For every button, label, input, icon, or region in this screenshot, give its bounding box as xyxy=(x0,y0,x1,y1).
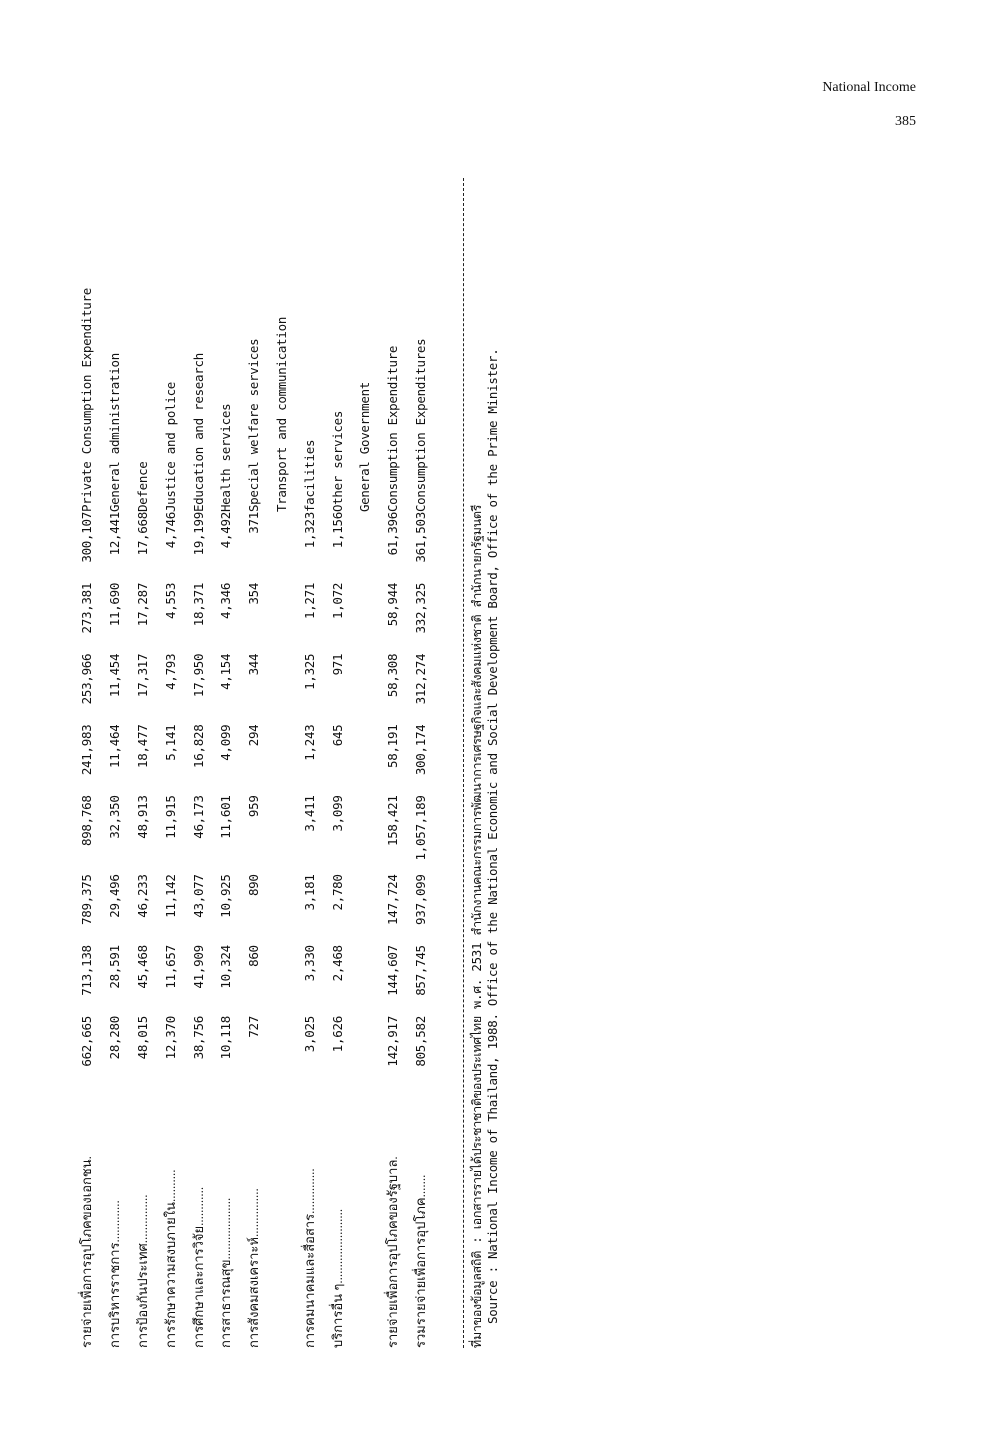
value-cell: 959 xyxy=(246,795,262,818)
source-english: Source : National Income of Thailand, 1988. Office of the National Economic and Social Development Board, Office of the Prime Minister. xyxy=(485,348,500,1324)
value-cell: 3,411 xyxy=(301,795,317,832)
value-cell: 11,142 xyxy=(162,874,178,918)
value-cell: 1,325 xyxy=(301,653,317,690)
table-row xyxy=(129,178,157,1348)
value-cell: 937,099 xyxy=(412,874,428,925)
row-label-thai: การสาธารณสุข................... xyxy=(218,1197,234,1348)
value-cell: 344 xyxy=(246,653,262,676)
value-cell xyxy=(351,795,379,874)
value-cell xyxy=(268,1016,296,1087)
row-label-english: Private Consumption Expenditure xyxy=(79,288,95,513)
row-label-english: facilities xyxy=(301,439,317,513)
value-cell: 3,099 xyxy=(329,795,345,832)
value-cell: 4,346 xyxy=(218,582,234,620)
value-cell: 241,983 xyxy=(79,724,95,776)
row-label-english: Consumption Expenditure xyxy=(385,345,401,513)
value-cell: 17,950 xyxy=(190,653,206,698)
value-cell: 12,441 xyxy=(107,512,123,556)
table-row xyxy=(407,178,435,1348)
row-label-thai: การสังคมสงเคราะห์............... xyxy=(246,1188,262,1348)
value-cell: 12,370 xyxy=(162,1016,178,1060)
value-cell: 4,154 xyxy=(218,653,234,690)
running-header-title: National Income xyxy=(822,80,916,95)
value-cell: 144,607 xyxy=(385,945,401,996)
value-cell xyxy=(351,1016,379,1087)
rotated-table-area xyxy=(73,178,500,1348)
value-cell: 860 xyxy=(246,945,262,967)
value-cell: 11,454 xyxy=(107,653,123,698)
table-bottom-rule xyxy=(463,178,464,1348)
row-label-english: Other services xyxy=(329,410,345,513)
table-row xyxy=(323,178,351,1348)
value-cell: 805,582 xyxy=(412,1016,428,1067)
value-cell: 32,350 xyxy=(107,795,123,839)
value-cell xyxy=(351,583,379,654)
value-cell: 3,330 xyxy=(301,945,317,982)
value-cell: 45,468 xyxy=(134,945,150,989)
value-cell: 1,243 xyxy=(301,724,317,761)
value-cell: 4,553 xyxy=(162,582,178,620)
value-cell xyxy=(351,654,379,725)
value-cell: 312,274 xyxy=(412,653,428,705)
value-cell: 4,746 xyxy=(162,512,178,549)
value-cell: 645 xyxy=(329,724,345,747)
value-cell: 16,828 xyxy=(190,724,206,768)
value-cell: 11,915 xyxy=(162,795,178,839)
value-cell: 971 xyxy=(329,653,345,676)
value-cell: 890 xyxy=(246,874,262,897)
value-cell: 253,966 xyxy=(79,653,95,705)
value-cell: 17,668 xyxy=(134,512,150,556)
table-row xyxy=(184,178,212,1348)
table-row xyxy=(351,178,379,1348)
value-cell: 4,793 xyxy=(162,653,178,690)
value-cell: 354 xyxy=(246,582,262,605)
value-cell: 11,464 xyxy=(107,724,123,768)
row-label-thai: การศึกษาและการวิจัย............ xyxy=(190,1186,206,1348)
value-cell: 1,323 xyxy=(301,512,317,549)
value-cell: 300,174 xyxy=(412,724,428,776)
value-cell: 61,396 xyxy=(385,512,401,556)
page-number: 385 xyxy=(895,114,916,129)
value-cell: 2,468 xyxy=(329,945,345,982)
row-label-english: Special welfare services xyxy=(246,338,262,513)
value-cell xyxy=(351,945,379,1016)
value-cell: 28,591 xyxy=(107,945,123,989)
value-cell: 789,375 xyxy=(79,874,95,925)
value-cell: 1,271 xyxy=(301,582,317,620)
value-cell: 48,015 xyxy=(134,1016,150,1060)
value-cell: 10,324 xyxy=(218,945,234,989)
row-label-thai: รายจ่ายเพื่อการอุปโภคของเอกชน. xyxy=(79,1156,95,1348)
table-row xyxy=(101,178,129,1348)
value-cell xyxy=(268,583,296,654)
value-cell: 48,913 xyxy=(134,795,150,839)
value-cell: 332,325 xyxy=(412,582,428,634)
row-label-english: Justice and police xyxy=(162,381,178,513)
row-label-thai: รายจ่ายเพื่อการอุปโภคของรัฐบาล. xyxy=(385,1156,401,1348)
row-label-thai xyxy=(268,1087,296,1348)
row-label-english: General Government xyxy=(357,381,373,513)
value-cell: 713,138 xyxy=(79,945,95,996)
table-row xyxy=(73,178,101,1348)
value-cell: 2,780 xyxy=(329,874,345,911)
value-cell: 17,317 xyxy=(134,653,150,698)
row-label-thai: การคมนาคมและสื่อสาร.............. xyxy=(301,1168,317,1348)
value-cell: 3,181 xyxy=(301,874,317,911)
value-cell: 17,287 xyxy=(134,582,150,627)
row-label-thai: การป้องกันประเทศ............... xyxy=(134,1194,150,1348)
value-cell: 11,601 xyxy=(218,795,234,839)
row-label-english: Consumption Expenditures xyxy=(412,338,428,513)
row-label-english: General administration xyxy=(107,353,123,513)
value-cell xyxy=(268,945,296,1016)
value-cell xyxy=(268,654,296,725)
value-cell xyxy=(268,512,296,583)
value-cell: 46,173 xyxy=(190,795,206,839)
source-thai: ที่มาของข้อมูลสถิติ : เอกสารรายได้ประชาชาติของประเทศไทย พ.ศ. 2531 สำนักงานคณะกรรมการพัฒนาการเศรษฐกิจและสังคมแห่งชาติ สำนักนายกรัฐมนตรี xyxy=(469,504,484,1348)
value-cell: 38,756 xyxy=(190,1016,206,1060)
table-row xyxy=(268,178,296,1348)
value-cell: 1,057,189 xyxy=(412,795,428,861)
row-label-english: Transport and communication xyxy=(273,316,289,513)
value-cell xyxy=(268,874,296,945)
value-cell: 273,381 xyxy=(79,582,95,634)
value-cell xyxy=(351,874,379,945)
value-cell: 5,141 xyxy=(162,724,178,761)
value-cell: 28,280 xyxy=(107,1016,123,1060)
row-label-thai: บริการอื่น ๆ....................... xyxy=(329,1208,345,1348)
value-cell: 19,199 xyxy=(190,512,206,556)
value-cell: 58,308 xyxy=(385,653,401,698)
value-cell: 147,724 xyxy=(385,874,401,925)
row-label-thai: การบริหารราชการ............. xyxy=(107,1200,123,1348)
table-body xyxy=(73,178,434,1348)
value-cell xyxy=(351,725,379,796)
value-cell: 11,657 xyxy=(162,945,178,989)
table-row xyxy=(156,178,184,1348)
value-cell xyxy=(351,512,379,583)
value-cell: 10,925 xyxy=(218,874,234,918)
value-cell: 727 xyxy=(246,1016,262,1038)
value-cell: 294 xyxy=(246,724,262,747)
value-cell: 898,768 xyxy=(79,795,95,847)
value-cell: 4,099 xyxy=(218,724,234,761)
value-cell: 158,421 xyxy=(385,795,401,847)
table-row xyxy=(240,178,268,1348)
value-cell: 361,503 xyxy=(412,512,428,563)
value-cell: 46,233 xyxy=(134,874,150,918)
table-row xyxy=(212,178,240,1348)
value-cell: 3,025 xyxy=(301,1016,317,1053)
value-cell: 1,626 xyxy=(329,1016,345,1053)
value-cell: 18,371 xyxy=(190,582,206,627)
value-cell: 58,191 xyxy=(385,724,401,768)
consumption-expenditure-table xyxy=(73,178,434,1348)
value-cell: 58,944 xyxy=(385,582,401,627)
row-label-thai: รวมรายจ่ายเพื่อการอุปโภค....... xyxy=(412,1174,428,1348)
value-cell: 11,690 xyxy=(107,582,123,627)
table-row xyxy=(295,178,323,1348)
value-cell: 300,107 xyxy=(79,512,95,563)
value-cell: 662,665 xyxy=(79,1016,95,1067)
value-cell: 43,077 xyxy=(190,874,206,918)
value-cell: 18,477 xyxy=(134,724,150,768)
value-cell: 857,745 xyxy=(412,945,428,996)
value-cell: 142,917 xyxy=(385,1016,401,1067)
value-cell: 41,909 xyxy=(190,945,206,989)
row-label-english: Education and research xyxy=(190,353,206,513)
value-cell: 1,156 xyxy=(329,512,345,549)
row-label-thai: การรักษาความสงบภายใน.......... xyxy=(162,1169,178,1348)
value-cell: 29,496 xyxy=(107,874,123,918)
value-cell: 371 xyxy=(246,512,262,534)
value-cell: 1,072 xyxy=(329,582,345,620)
row-label-thai xyxy=(351,1087,379,1348)
table-row xyxy=(379,178,407,1348)
row-label-english: Health services xyxy=(218,403,234,513)
value-cell: 4,492 xyxy=(218,512,234,549)
value-cell xyxy=(268,795,296,874)
value-cell xyxy=(268,725,296,796)
row-label-english: Defence xyxy=(134,461,150,513)
value-cell: 10,118 xyxy=(218,1016,234,1060)
